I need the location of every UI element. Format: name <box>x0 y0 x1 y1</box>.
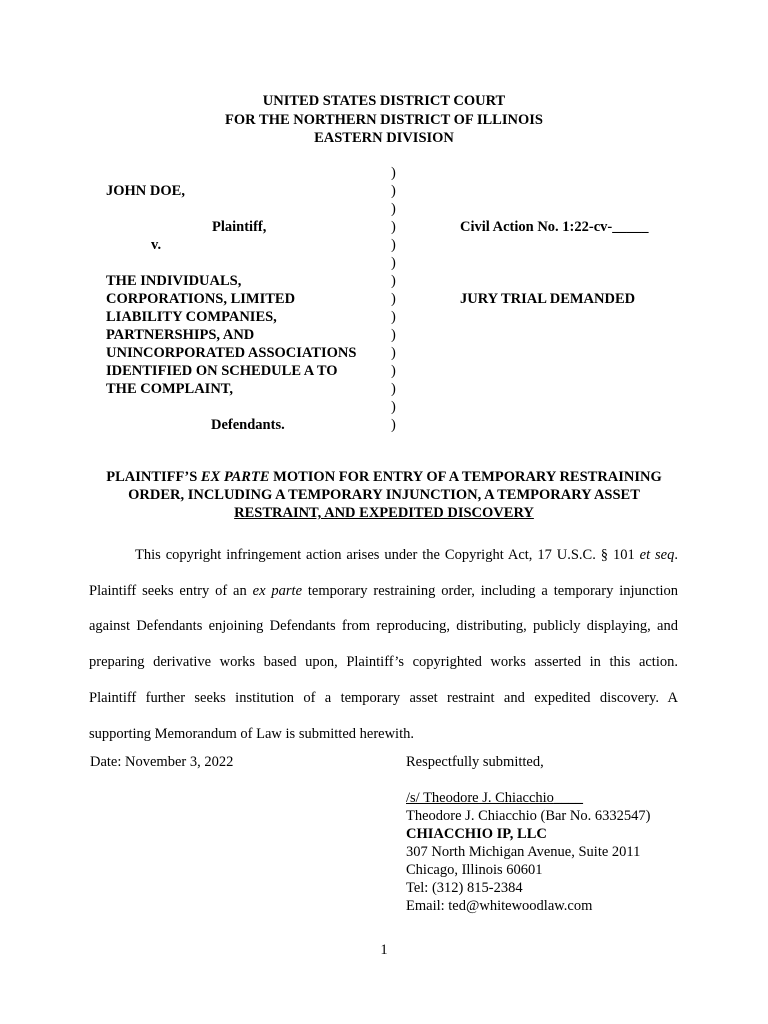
body-line: This copyright infringement action arises under the Copyright Act, 17 U.S.C. § 101 et seq. <box>135 547 678 563</box>
motion-title-line1: PLAINTIFF’S EX PARTE MOTION FOR ENTRY OF A TEMPORARY RESTRAINING <box>106 469 662 485</box>
caption-paren: ) <box>391 417 396 433</box>
filing-date: Date: November 3, 2022 <box>90 754 234 770</box>
court-name: UNITED STATES DISTRICT COURT <box>262 93 506 109</box>
caption-paren: ) <box>391 291 396 307</box>
body-line: Plaintiff seeks entry of an ex parte temporary restraining order, including a temporary injunction <box>89 582 679 599</box>
defendants-line: CORPORATIONS, LIMITED <box>106 291 296 307</box>
body-line: against Defendants enjoining Defendants from reproducing, distributing, publicly displaying, and <box>89 618 678 635</box>
motion-title <box>80 468 688 522</box>
court-district: FOR THE NORTHERN DISTRICT OF ILLINOIS <box>225 111 543 128</box>
plaintiff-role: Plaintiff, <box>212 219 267 235</box>
caption-paren: ) <box>391 309 396 325</box>
defendants-line: THE INDIVIDUALS, <box>106 273 242 289</box>
caption-paren: ) <box>391 201 396 217</box>
defendants-line: IDENTIFIED ON SCHEDULE A TO <box>106 363 338 379</box>
caption-paren: ) <box>391 273 396 289</box>
court-division: EASTERN DIVISION <box>314 130 454 146</box>
defendants-line: LIABILITY COMPANIES, <box>106 309 277 325</box>
court-header <box>0 92 768 148</box>
defendants-line: THE COMPLAINT, <box>106 381 234 397</box>
civil-action-number: Civil Action No. 1:22-cv-_____ <box>460 219 649 235</box>
caption-paren: ) <box>391 345 396 361</box>
firm-name: CHIACCHIO IP, LLC <box>406 826 547 842</box>
jury-demand: JURY TRIAL DEMANDED <box>460 291 636 307</box>
signature-line: /s/ Theodore J. Chiacchio____ <box>406 790 583 806</box>
caption-paren: ) <box>391 255 396 271</box>
caption-paren: ) <box>391 219 396 235</box>
signature-block <box>406 789 650 915</box>
motion-title-line2: ORDER, INCLUDING A TEMPORARY INJUNCTION, A TEMPORARY ASSET <box>128 487 640 503</box>
caption-paren: ) <box>391 363 396 379</box>
caption-paren: ) <box>391 381 396 397</box>
ex-parte-italic: EX PARTE <box>200 469 270 485</box>
page-number: 1 <box>380 942 388 958</box>
firm-email: Email: ted@whitewoodlaw.com <box>406 898 593 914</box>
caption-paren: ) <box>391 237 396 253</box>
firm-address-city: Chicago, Illinois 60601 <box>406 862 543 878</box>
caption-paren: ) <box>391 399 396 415</box>
defendants-line: UNINCORPORATED ASSOCIATIONS <box>106 345 357 361</box>
body-line: preparing derivative works based upon, Plaintiff’s copyrighted works asserted in this action. <box>89 654 678 671</box>
body-line: Plaintiff further seeks institution of a temporary asset restraint and expedited discovery. A <box>89 689 678 706</box>
firm-address-street: 307 North Michigan Avenue, Suite 2011 <box>406 844 641 860</box>
caption-paren: ) <box>391 327 396 343</box>
motion-body <box>89 538 678 752</box>
plaintiff-name: JOHN DOE, <box>106 183 185 199</box>
defendants-line: PARTNERSHIPS, AND <box>106 327 255 343</box>
defendants-role: Defendants. <box>211 417 285 433</box>
caption-paren: ) <box>391 165 396 181</box>
body-line: supporting Memorandum of Law is submitted herewith. <box>89 725 414 742</box>
attorney-name: Theodore J. Chiacchio (Bar No. 6332547) <box>406 808 651 824</box>
firm-telephone: Tel: (312) 815-2384 <box>406 880 523 896</box>
versus: v. <box>151 237 162 253</box>
motion-title-line3: RESTRAINT, AND EXPEDITED DISCOVERY <box>234 505 534 521</box>
closing-text: Respectfully submitted, <box>406 754 544 770</box>
caption-paren: ) <box>391 183 396 199</box>
